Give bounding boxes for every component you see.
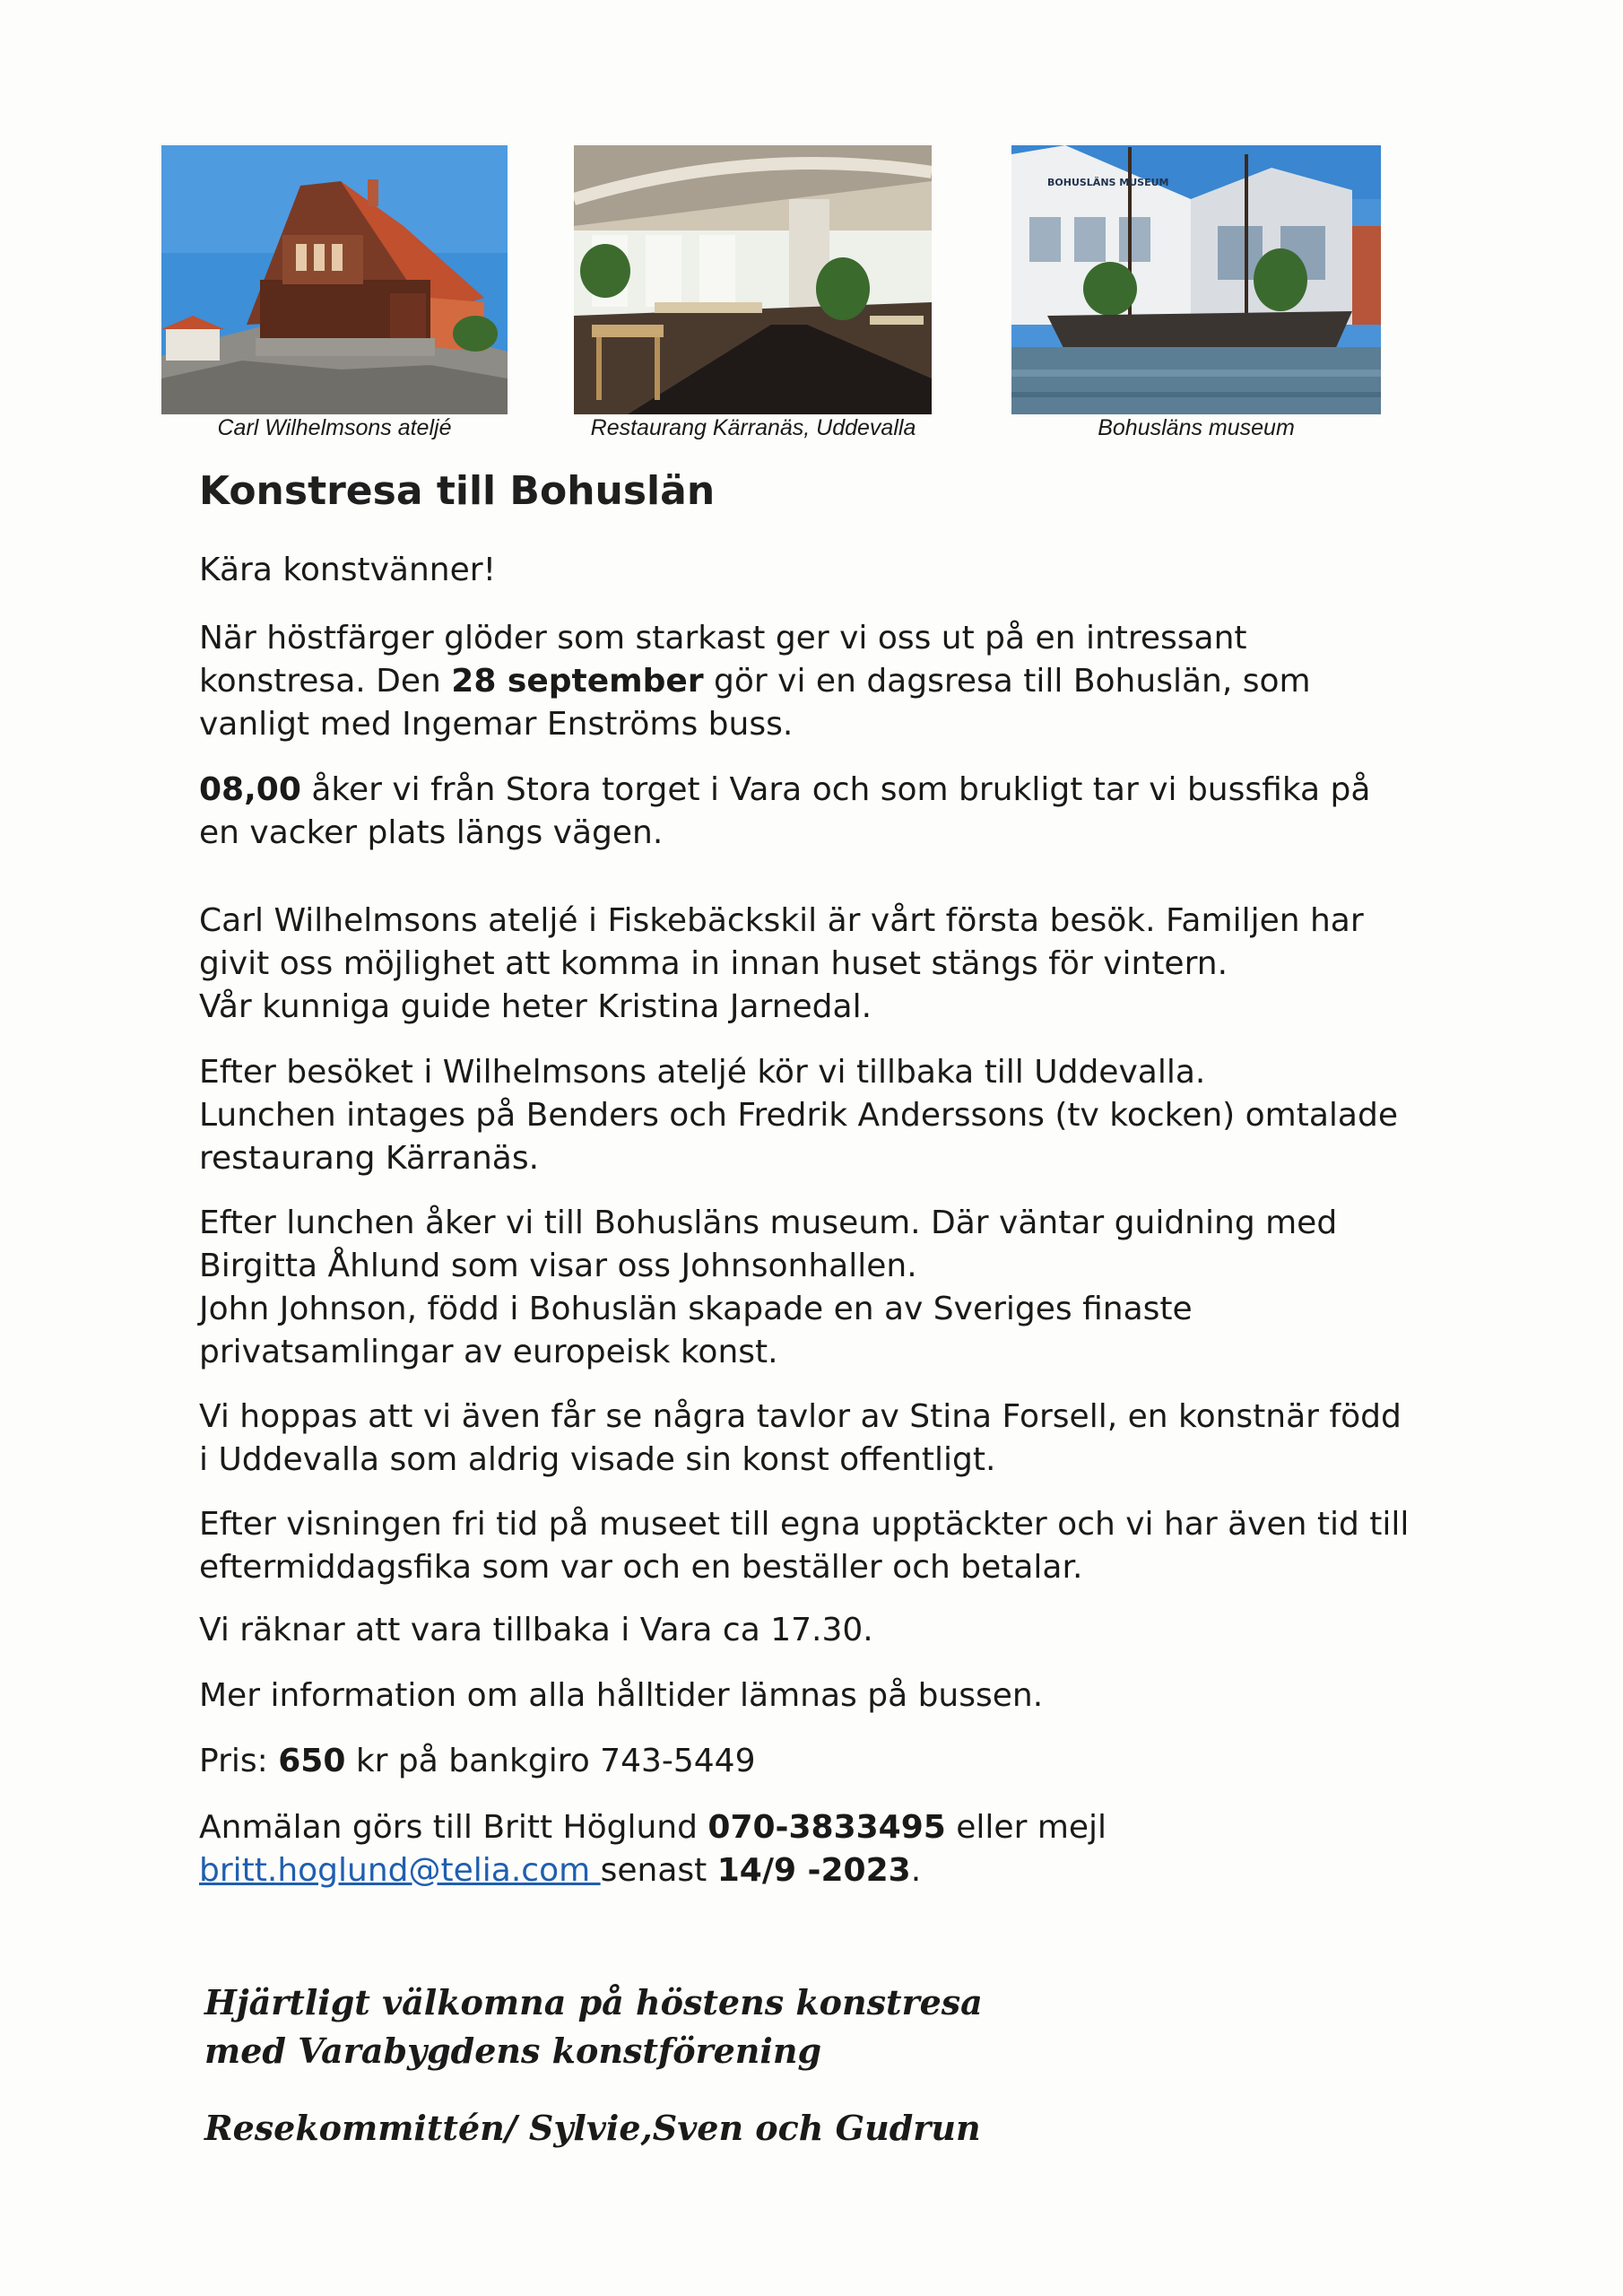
price-amount: 650 <box>278 1743 346 1779</box>
paragraph-free-time <box>199 1503 1454 1589</box>
paragraph-intro <box>199 617 1454 746</box>
free-time-line-2: eftermiddagsfika som var och en beställer och betalar. <box>199 1549 1083 1586</box>
forsell-line-2: i Uddevalla som aldrig visade sin konst offentligt. <box>199 1441 996 1478</box>
intro-line-1: När höstfärger glöder som starkast ger vi oss ut på en intressant <box>199 620 1247 657</box>
photo-caption-museum: Bohusläns museum <box>1098 415 1295 440</box>
more-info: Mer information om alla hålltider lämnas på bussen. <box>199 1677 1044 1714</box>
signup-email-link[interactable]: britt.hoglund@telia.com <box>199 1852 601 1889</box>
signup-text: Anmälan görs till Britt Höglund <box>199 1809 708 1846</box>
intro-line-2b: gör vi en dagsresa till Bohuslän, som <box>703 663 1311 700</box>
paragraph-lunch <box>199 1051 1454 1180</box>
museum-line-3: John Johnson, född i Bohuslän skapade en av Sveriges finaste <box>199 1291 1193 1327</box>
free-time-line-1: Efter visningen fri tid på museet till egna upptäckter och vi har även tid till <box>199 1506 1410 1543</box>
forsell-line-1: Vi hoppas att vi även får se några tavlor av Stina Forsell, en konstnär född <box>199 1398 1402 1435</box>
signup-deadline: 14/9 -2023 <box>716 1852 911 1889</box>
departure-time: 08,00 <box>199 771 301 808</box>
lunch-line-2: Lunchen intages på Benders och Fredrik Anderssons (tv kocken) omtalade <box>199 1097 1398 1134</box>
paragraph-departure <box>199 769 1454 855</box>
paragraph-forsell <box>199 1396 1454 1482</box>
museum-photo <box>1011 145 1381 414</box>
price-rest: kr på bankgiro 743-5449 <box>345 1743 756 1779</box>
lunch-line-3: restaurang Kärranäs. <box>199 1140 540 1177</box>
return-time: Vi räknar att vara tillbaka i Vara ca 17.30. <box>199 1612 873 1648</box>
atelje-line-3: Vår kunniga guide heter Kristina Jarnedal. <box>199 988 872 1025</box>
closing-signature: Resekommittén/ Sylvie,Sven och Gudrun <box>204 2108 981 2148</box>
lunch-line-1: Efter besöket i Wilhelmsons ateljé kör vi tillbaka till Uddevalla. <box>199 1054 1206 1091</box>
price-label: Pris: <box>199 1743 279 1779</box>
closing-line-1: Hjärtligt välkomna på höstens konstresa <box>204 1982 983 2022</box>
departure-line-2: en vacker plats längs vägen. <box>199 814 664 851</box>
atelje-line-1: Carl Wilhelmsons ateljé i Fiskebäckskil är vårt första besök. Familjen har <box>199 902 1364 939</box>
museum-sign: BOHUSLÄNS MUSEUM <box>1047 177 1169 188</box>
photo-caption-restaurant: Restaurang Kärranäs, Uddevalla <box>590 415 916 440</box>
page-title: Konstresa till Bohuslän <box>199 468 716 514</box>
closing-line-2: med Varabygdens konstförening <box>204 2031 822 2071</box>
signup-period: . <box>910 1852 922 1889</box>
trip-date: 28 september <box>451 663 704 700</box>
signup-deadline-label: senast <box>600 1852 717 1889</box>
signup-paragraph <box>199 1806 1454 1892</box>
intro-line-3: vanligt med Ingemar Enströms buss. <box>199 706 794 743</box>
paragraph-museum <box>199 1202 1454 1374</box>
museum-line-4: privatsamlingar av europeisk konst. <box>199 1334 778 1370</box>
greeting: Kära konstvänner! <box>199 552 496 588</box>
signup-phone: 070-3833495 <box>707 1809 946 1846</box>
restaurant-photo <box>574 145 932 414</box>
atelje-line-2: givit oss möjlighet att komma in innan huset stängs för vintern. <box>199 945 1228 982</box>
photo-caption-atelje: Carl Wilhelmsons ateljé <box>217 415 452 440</box>
museum-line-2: Birgitta Åhlund som visar oss Johnsonhallen. <box>199 1248 917 1284</box>
intro-line-2a: konstresa. Den <box>199 663 452 700</box>
atelje-photo <box>161 145 508 414</box>
paragraph-atelje <box>199 900 1454 1029</box>
price-line <box>199 1740 1454 1783</box>
signup-or-mail: eller mejl <box>945 1809 1107 1846</box>
museum-line-1: Efter lunchen åker vi till Bohusläns museum. Där väntar guidning med <box>199 1205 1338 1241</box>
departure-line-1: åker vi från Stora torget i Vara och som brukligt tar vi bussfika på <box>300 771 1371 808</box>
